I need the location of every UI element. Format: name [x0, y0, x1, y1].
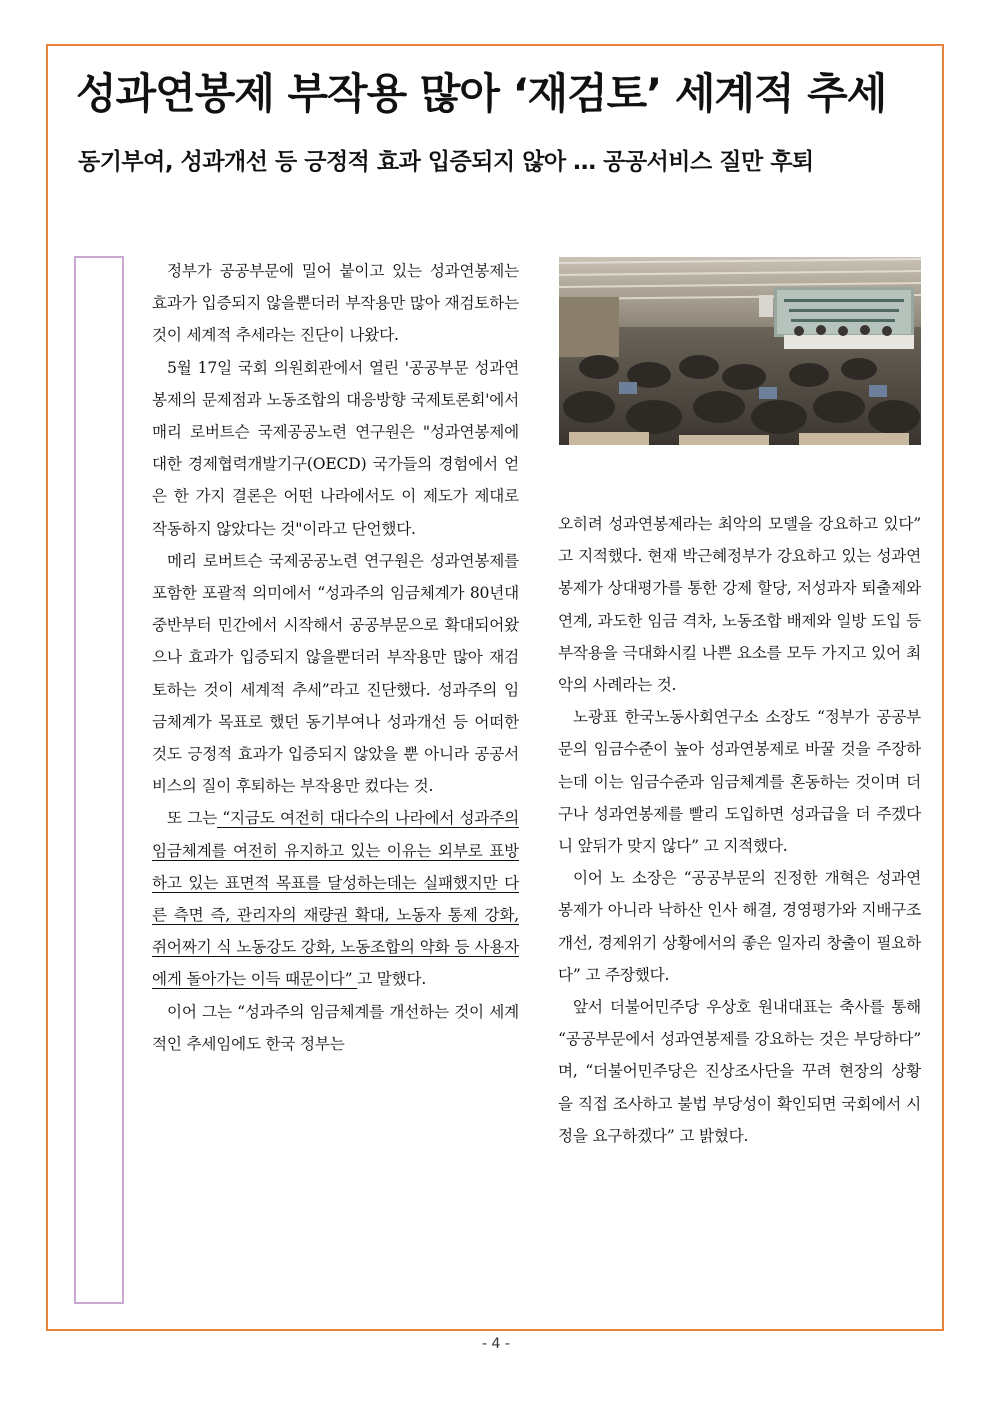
underlined-quote: “지금도 여전히 대다수의 나라에서 성과주의 임금체계를 여전히 유지하고 있는 이유는 외부로 표방하고 있는 표면적 목표를 달성하는데는 실패했지만 다른 측면 즉, 관리자의 재량권 확대, 노동자 통제 강화, 쥐어짜기 식 노동강도 강화, 노동조합의 약화 등 사용자에게 돌아가는 이득 때문이다”	[152, 809, 519, 989]
headline: 성과연봉제 부작용 많아 ‘재검토’ 세계적 추세	[76, 69, 887, 118]
subheadline: 동기부여, 성과개선 등 긍정적 효과 입증되지 않아 … 공공서비스 질만 후퇴	[78, 149, 814, 175]
paragraph: 메리 로버트슨 국제공공노련 연구원은 성과연봉제를 포함한 포괄적 의미에서 “성과주의 임금체계가 80년대 중반부터 민간에서 시작해서 공공부문으로 확대되어왔으나 효과가 입증되지 않을뿐더러 부작용만 많아 재검토하는 것이 세계적 추세”라고 진단했다. 성과주의 임금체계가 목표로 했던 동기부여나 성과개선 등 어떠한 것도 긍정적 효과가 입증되지 않았을 뿐 아니라 공공서비스의 질이 후퇴하는 부작용만 컸다는 것.	[152, 551, 519, 796]
paragraph: 이어 그는 “성과주의 임금체계를 개선하는 것이 세계적인 추세임에도 한국 정부는	[152, 1002, 519, 1053]
paragraph: 앞서 더불어민주당 우상호 원내대표는 축사를 통해 “공공부문에서 성과연봉제를 강요하는 것은 부당하다” 며, “더불어민주당은 진상조사단을 꾸려 현장의 상황을 직접 조사하고 불법 부당성이 확인되면 국회에서 시정을 요구하겠다” 고 밝혔다.	[558, 998, 921, 1145]
page-number: - 4 -	[482, 1336, 510, 1352]
paragraph-tail: 고 말했다.	[357, 970, 427, 989]
conference-photo-image	[559, 257, 921, 445]
left-column	[152, 255, 519, 1060]
paragraph: 이어 노 소장은 “공공부문의 진정한 개혁은 성과연봉제가 아니라 낙하산 인사 해결, 경영평가와 지배구조 개선, 경제위기 상황에서의 좋은 일자리 창출이 필요하다” 고 주장했다.	[558, 869, 921, 984]
paragraph: 5월 17일 국회 의원회관에서 열린 '공공부문 성과연봉제의 문제점과 노동조합의 대응방향 국제토론회'에서 매리 로버트슨 국제공공노련 연구원은 "성과연봉제에 대한 경제협력개발기구(OECD) 국가들의 경험에서 얻은 한 가지 결론은 어떤 나라에서도 이 제도가 제대로 작동하지 않았다는 것"이라고 단언했다.	[152, 358, 519, 538]
conference-photo	[559, 257, 921, 445]
paragraph: 오히려 성과연봉제라는 최악의 모델을 강요하고 있다” 고 지적했다. 현재 박근혜정부가 강요하고 있는 성과연봉제가 상대평가를 통한 강제 할당, 저성과자 퇴출제와 연계, 과도한 임금 격차, 노동조합 배제와 일방 도입 등 부작용을 극대화시킬 나쁜 요소를 모두 가지고 있어 최악의 사례라는 것.	[558, 515, 921, 695]
paragraph-lead: 또 그는	[167, 809, 217, 828]
paragraph: 노광표 한국노동사회연구소 소장도 “정부가 공공부문의 임금수준이 높아 성과연봉제로 바꿀 것을 주장하는데 이는 임금수준과 임금체계를 혼동하는 것이며 더구나 성과연봉제를 빨리 도입하면 성과급을 더 주겠다니 앞뒤가 맞지 않다” 고 지적했다.	[558, 708, 921, 856]
paragraph: 정부가 공공부문에 밀어 붙이고 있는 성과연봉제는 효과가 입증되지 않을뿐더러 부작용만 많아 재검토하는 것이 세계적 추세라는 진단이 나왔다.	[152, 262, 519, 345]
paragraph	[152, 802, 519, 995]
right-column	[558, 508, 921, 1152]
decorative-sidebar-bar	[74, 256, 124, 1304]
